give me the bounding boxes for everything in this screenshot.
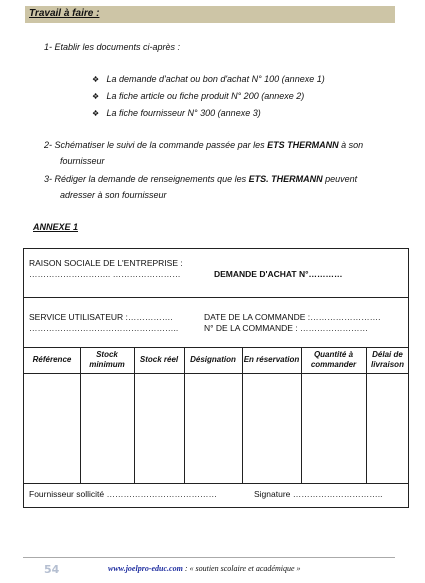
company-name: ETS THERMANN — [267, 140, 339, 150]
section-banner — [25, 6, 395, 23]
footer-text — [108, 564, 301, 573]
company-name: ETS. THERMANN — [248, 174, 323, 184]
service-utilisateur-label: SERVICE UTILISATEUR :……………. — [29, 312, 173, 322]
page-number: 54 — [44, 563, 60, 576]
footer-divider — [23, 557, 395, 558]
section-title: Travail à faire : — [29, 8, 100, 19]
divider — [24, 297, 408, 298]
raison-sociale-dots: ……………………….. …………………… — [29, 269, 181, 279]
task-2 — [44, 139, 389, 152]
column-header-stock-reel: Stock réel — [139, 355, 179, 364]
demande-achat-title: DEMANDE D'ACHAT N°………… — [214, 269, 343, 279]
raison-sociale-label: RAISON SOCIALE DE L'ENTREPRISE : — [29, 258, 183, 268]
table-bottom-border — [24, 483, 408, 484]
column-header-quantite: Quantité à commander — [310, 350, 357, 369]
website-link[interactable]: www.joelpro-educ.com — [108, 564, 183, 573]
purchase-request-form — [23, 248, 409, 508]
task-2-text-end: à son — [338, 140, 364, 150]
column-header-reservation: En réservation — [243, 355, 300, 364]
diamond-bullet-icon: ❖ — [92, 109, 100, 118]
task-3-line-2: adresser à son fournisseur — [60, 190, 167, 200]
sub-item-text: La fiche fournisseur N° 300 (annexe 3) — [106, 108, 261, 118]
date-commande-label: DATE DE LA COMMANDE :……………………. — [204, 312, 381, 322]
sub-item-3 — [92, 107, 261, 120]
task-3 — [44, 173, 389, 186]
sub-item-2 — [92, 90, 304, 103]
fournisseur-sollicite-label: Fournisseur sollicité ………………………………… — [29, 489, 217, 499]
task-2-text: 2- Schématiser le suivi de la commande passée par les — [44, 140, 268, 150]
sub-item-text: La demande d'achat ou bon d'achat N° 100 (annexe 1) — [106, 74, 325, 84]
diamond-bullet-icon: ❖ — [92, 75, 100, 84]
column-header-designation: Désignation — [190, 355, 236, 364]
numero-commande-label: N° DE LA COMMANDE : …………………… — [204, 323, 368, 333]
signature-label: Signature ………………………….. — [254, 489, 383, 499]
diamond-bullet-icon: ❖ — [92, 92, 100, 101]
annexe-label: ANNEXE 1 — [33, 222, 79, 232]
task-2-line-2: fournisseur — [60, 156, 105, 166]
column-header-delai: Délai de livraison — [371, 350, 404, 369]
table-header-border — [24, 373, 408, 374]
sub-item-text: La fiche article ou fiche produit N° 200 (annexe 2) — [106, 91, 305, 101]
service-utilisateur-dots: …………………………………………….. — [29, 323, 179, 333]
footer-slogan: : « soutien scolaire et académique » — [182, 564, 301, 573]
sub-item-1 — [92, 73, 325, 86]
task-3-text: 3- Rédiger la demande de renseignements que les — [44, 174, 249, 184]
task-3-text-end: peuvent — [322, 174, 358, 184]
column-header-stock-minimum: Stock minimum — [89, 350, 125, 369]
column-header-reference: Référence — [32, 355, 72, 364]
task-1: 1- Etablir les documents ci-après : — [44, 42, 181, 52]
